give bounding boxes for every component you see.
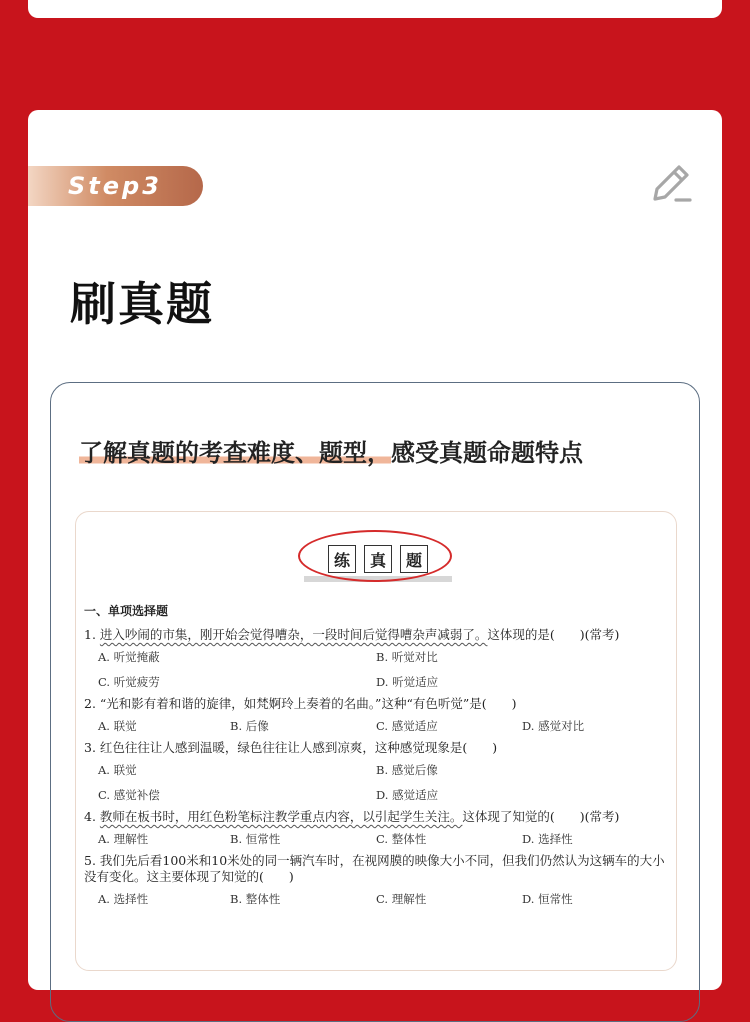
red-circle-mark (298, 530, 452, 582)
option: B. 恒常性 (230, 832, 281, 846)
subtitle (79, 433, 583, 468)
option: C. 感觉补偿 (98, 788, 160, 802)
option-list (98, 762, 670, 803)
question-item (84, 740, 670, 756)
option: C. 听觉疲劳 (98, 675, 160, 689)
option: A. 选择性 (98, 892, 149, 906)
option-list (98, 718, 670, 734)
option: D. 感觉对比 (522, 719, 585, 733)
subtitle-highlight: 了解真题的考查难度、题型， (79, 439, 391, 467)
option: B. 整体性 (230, 892, 281, 906)
option: B. 听觉对比 (376, 650, 438, 664)
step-label: Step3 (68, 172, 162, 200)
option: C. 感觉适应 (376, 719, 438, 733)
doc-section-heading: 一、单项选择题 (84, 604, 169, 618)
step-card (28, 110, 722, 990)
question-text: 这体现的是( )(常考) (487, 627, 620, 642)
option: D. 感觉适应 (376, 788, 439, 802)
content-box (50, 382, 700, 1022)
pencil-icon (646, 158, 696, 208)
header-char: 练 (328, 545, 356, 573)
doc-header (302, 538, 454, 580)
header-char: 题 (400, 545, 428, 573)
option: D. 听觉适应 (376, 675, 439, 689)
question-number: 5. (84, 853, 100, 868)
question-emphasis: 进入吵闹的市集，刚开始会觉得嘈杂，一段时间后觉得嘈杂声减弱了。 (99, 627, 488, 642)
question-item (84, 853, 670, 885)
option-list (98, 649, 670, 690)
option: B. 感觉后像 (376, 763, 438, 777)
question-item (84, 696, 670, 712)
step-badge (28, 166, 203, 206)
option-list (98, 891, 670, 907)
option: C. 理解性 (376, 892, 427, 906)
section-title: 刷真题 (70, 277, 214, 331)
option: A. 联觉 (98, 763, 137, 777)
question-text: 我们先后看100米和10米处的同一辆汽车时，在视网膜的映像大小不同，但我们仍然认为这辆车的大小没有变化。这主要体现了知觉的( ) (84, 853, 665, 884)
previous-card (28, 0, 722, 18)
question-emphasis: 教师在板书时，用红色粉笔标注教学重点内容，以引起学生关注。 (99, 809, 463, 824)
option: D. 选择性 (522, 832, 573, 846)
option-list (98, 831, 670, 847)
option: D. 恒常性 (522, 892, 573, 906)
question-text: 红色往往让人感到温暖，绿色往往让人感到凉爽，这种感觉现象是( ) (99, 740, 498, 755)
question-number: 2. (84, 696, 100, 711)
option: B. 后像 (230, 719, 269, 733)
question-text: “光和影有着和谐的旋律，如梵婀玲上奏着的名曲。”这种“有色听觉”是( ) (99, 696, 517, 711)
question-number: 3. (84, 740, 100, 755)
question-item (84, 627, 670, 643)
question-number: 4. (84, 809, 100, 824)
doc-body (84, 602, 670, 913)
option: A. 听觉掩蔽 (98, 650, 160, 664)
question-list (84, 627, 670, 907)
subtitle-rest: 感受真题命题特点 (391, 439, 583, 467)
exam-document-preview (75, 511, 677, 971)
question-number: 1. (84, 627, 100, 642)
question-item (84, 809, 670, 825)
option: A. 理解性 (98, 832, 149, 846)
question-text: 这体现了知觉的( )(常考) (462, 809, 620, 824)
option: A. 联觉 (98, 719, 137, 733)
option: C. 整体性 (376, 832, 427, 846)
header-char: 真 (364, 545, 392, 573)
